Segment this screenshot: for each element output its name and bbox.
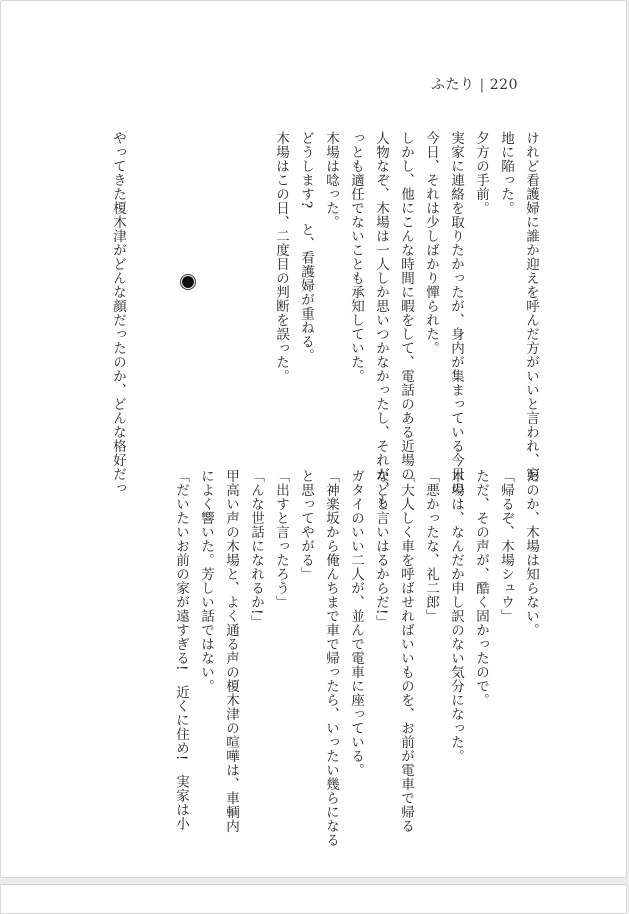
text-line: っとも適任でないことも承知していた。 [348, 131, 364, 383]
text-line: 人物なぞ、木場は一人しか思いつかなかったし、それが、も [373, 131, 389, 509]
text-line: しかし、他にこんな時間に暇をして、電話のある近場の [398, 131, 414, 481]
text-line: によく響いた。芳しい話ではない。 [198, 469, 214, 693]
text-line: ただ、その声が、酷く固かったので。 [473, 469, 489, 707]
text-line: と思ってやがる」 [298, 469, 314, 581]
running-title: ふたり [431, 77, 475, 93]
text-line: 木場はこの日、二度目の判断を誤った。 [273, 131, 289, 383]
text-line: 「だいたいお前の家が遠すぎる! 近くに住め! 実家は小 [173, 469, 189, 831]
text-block-left [105, 131, 130, 495]
text-line: 実家に連絡を取りたかったが、身内が集まっている今日の [448, 131, 464, 495]
text-line: 「神楽坂から俺んちまで車で帰ったら、いったい幾らになる [323, 469, 339, 847]
text-line: 「出すと言ったろう」 [273, 469, 289, 609]
page-header [431, 74, 518, 94]
text-line: 木場は唸った。 [323, 131, 339, 229]
text-line: やってきた榎木津がどんな顔だったのか、どんな格好だっ [110, 131, 126, 495]
text-line: などと言いはるからだ!」 [373, 469, 389, 629]
header-separator: | [479, 77, 485, 93]
text-line: けれど看護婦に誰か迎えを呼んだ方がいいと言われ、窮 [523, 131, 539, 481]
text-block-upper-right [268, 131, 543, 509]
text-line: 今日、それは少しばかり憚られた。 [423, 131, 439, 355]
text-line: 甲高い声の木場と、よく通る声の榎木津の喧嘩は、車輌内 [223, 469, 239, 833]
text-block-lower-right [168, 469, 543, 847]
text-line: 「んな世話になれるか!」 [248, 469, 264, 629]
text-line: どうします? と、看護婦が重ねる。 [298, 131, 314, 363]
scene-break-marker [182, 276, 194, 288]
text-line: 「帰るぞ、木場シュウ」 [498, 469, 514, 623]
page-number: 220 [489, 77, 518, 93]
text-line: 「悪かったな、礼二郎」 [423, 469, 439, 623]
text-line: 「大人しく車を呼ばせればいいものを、お前が電車で帰る [398, 469, 414, 833]
text-line: 夕方の手前。 [473, 131, 489, 215]
text-line: 地に陥った。 [498, 131, 514, 215]
text-line: 木場は、なんだか申し訳のない気分になった。 [448, 469, 464, 763]
text-line: ガタイのいい二人が、並んで電車に座っている。 [348, 469, 364, 777]
text-line: たのか、木場は知らない。 [523, 469, 539, 637]
next-page-edge [0, 884, 627, 914]
